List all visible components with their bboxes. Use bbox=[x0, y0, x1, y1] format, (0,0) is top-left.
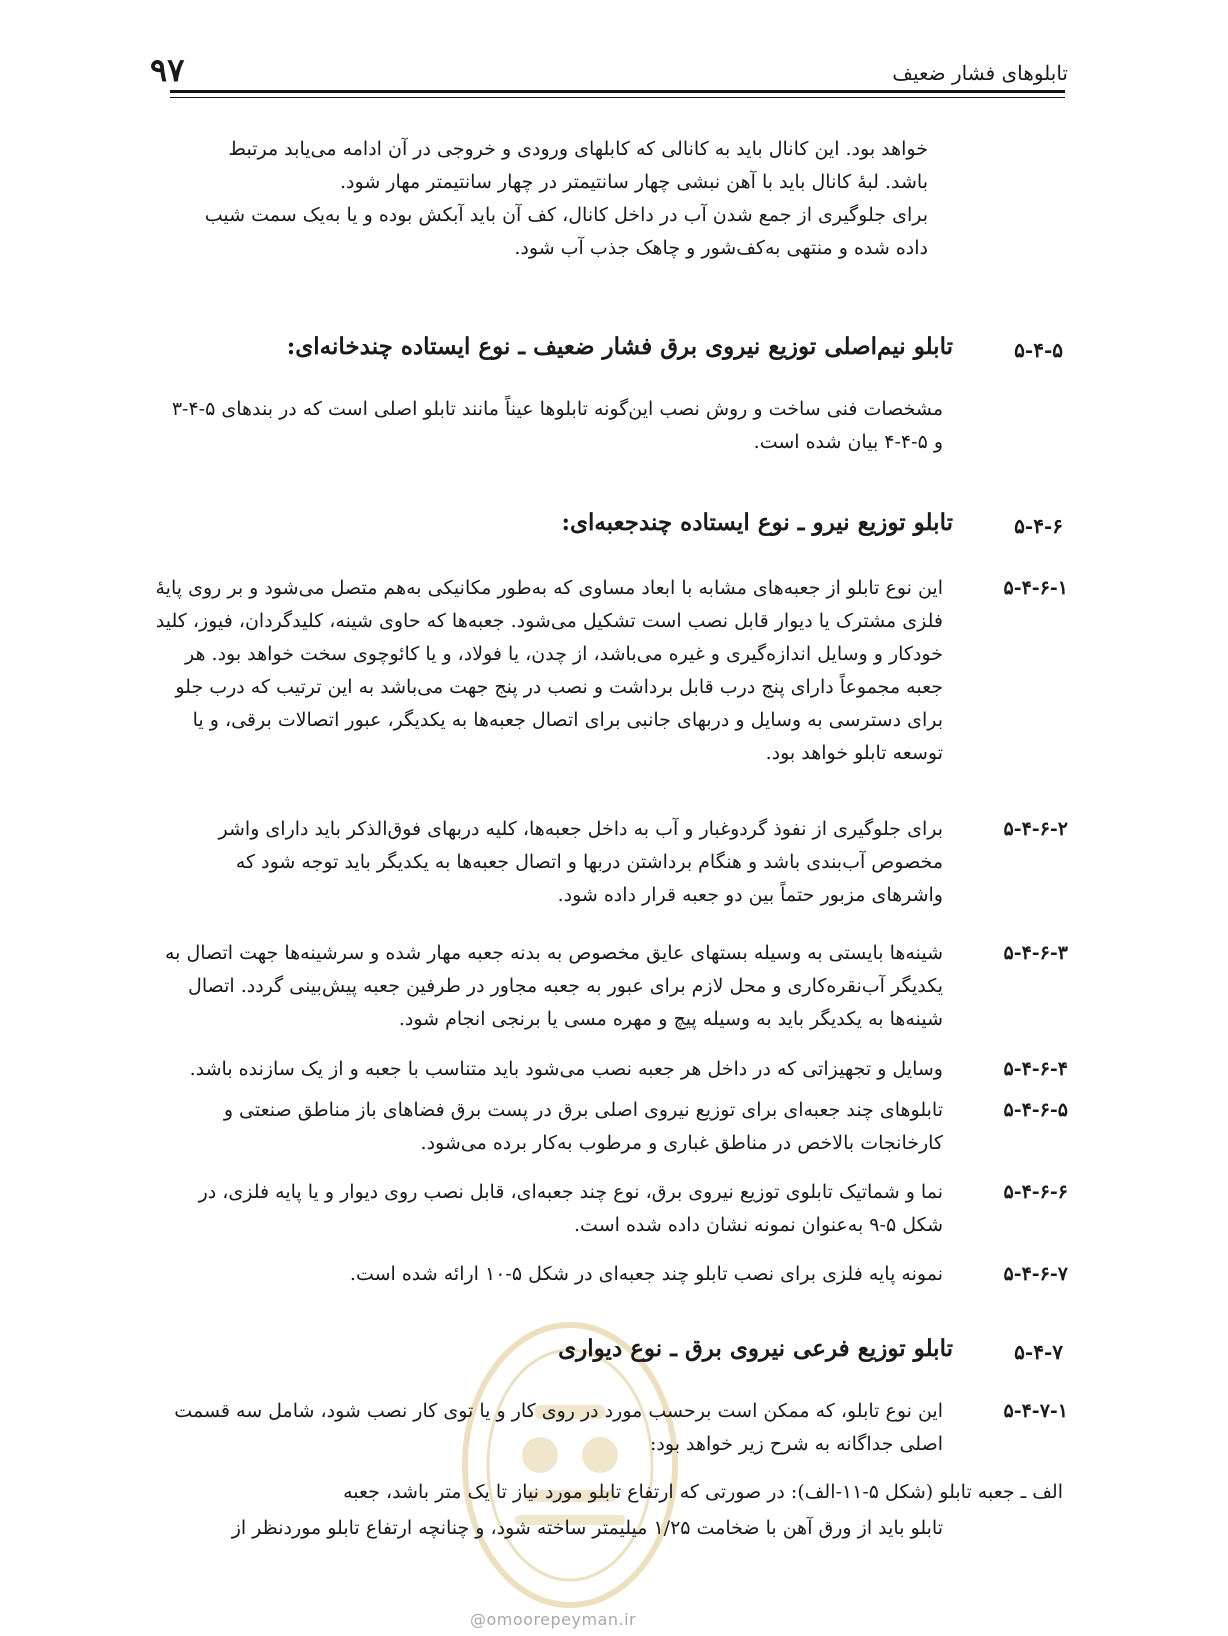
page-number: ۹۷ bbox=[150, 51, 185, 89]
text-line: کارخانجات بالاخص در مناطق غباری و مرطوب به‌کار برده می‌شود. bbox=[420, 1132, 943, 1154]
text-line: این نوع تابلو از جعبه‌های مشابه با ابعاد مساوی که به‌طور مکانیکی به‌هم متصل می‌شود و بر روی پایهٔ bbox=[155, 577, 943, 599]
item-paragraph bbox=[183, 1258, 943, 1291]
section-heading: تابلو توزیع فرعی نیروی برق ـ نوع دیواری bbox=[558, 1335, 953, 1362]
watermark-text: @omoorepeyman.ir bbox=[470, 1610, 637, 1629]
text-line: مشخصات فنی ساخت و روش نصب این‌گونه تابلوها عیناً مانند تابلو اصلی است که در بندهای ۵-۴-۳ bbox=[171, 398, 943, 420]
text-line: جعبه مجموعاً دارای پنج درب قابل برداشت و نصب در پنج جهت می‌باشد به این ترتیب که درب جلو bbox=[175, 676, 943, 698]
item-paragraph bbox=[183, 1176, 943, 1242]
item-number: ۵-۴-۶-۵ bbox=[1003, 1099, 1068, 1121]
section-number: ۵-۴-۶ bbox=[1014, 514, 1063, 538]
text-line: نما و شماتیک تابلوی توزیع نیروی برق، نوع چند جعبه‌ای، قابل نصب روی دیوار و یا پایه فلزی، در bbox=[198, 1181, 943, 1203]
text-line: این نوع تابلو، که ممکن است برحسب مورد در روی کار و یا توی کار نصب شود، شامل سه قسمت bbox=[174, 1400, 943, 1422]
text-line: شینه‌ها بایستی به وسیله بستهای عایق مخصوص به بدنه جعبه مهار شده و سرشینه‌ها جهت اتصال به bbox=[164, 942, 943, 964]
text-line: برای جلوگیری از جمع شدن آب در داخل کانال، کف آن باید آبکش بوده و یا به‌یک سمت شیب bbox=[204, 204, 928, 226]
item-number: ۵-۴-۶-۳ bbox=[1003, 942, 1068, 964]
text-line: برای جلوگیری از نفوذ گردوغبار و آب به داخل جعبه‌ها، کلیه دربهای فوق‌الذکر باید دارای واشر bbox=[218, 818, 943, 840]
text-line: شکل ۵-۹ به‌عنوان نمونه نشان داده شده است. bbox=[574, 1214, 943, 1236]
text-line: فلزی مشترک یا دیوار قابل نصب است تشکیل می‌شود. جعبه‌ها که حاوی شینه، کلیدگردان، فیوز، کلید bbox=[155, 610, 943, 632]
running-title: تابلوهای فشار ضعیف bbox=[892, 61, 1068, 85]
text-line: تابلوهای چند جعبه‌ای برای توزیع نیروی اصلی برق در پست برق فضاهای باز مناطق صنعتی و bbox=[223, 1099, 943, 1121]
text-line: یکدیگر آب‌نقره‌کاری و محل لازم برای عبور به جعبه مجاور در طرفین جعبه پیش‌بینی گردد. اتصال bbox=[188, 975, 943, 997]
item-paragraph bbox=[155, 572, 943, 770]
text-line: نمونه پایه فلزی برای نصب تابلو چند جعبه‌ای در شکل ۵-۱۰ ارائه شده است. bbox=[349, 1263, 943, 1285]
text-line: خودکار و وسایل اندازه‌گیری و غیره می‌باشد، از چدن، یا فولاد، و یا کائوچوی سخت خواهد بود. هر bbox=[185, 643, 943, 665]
section-heading: تابلو نیم‌اصلی توزیع نیروی برق فشار ضعیف ـ نوع ایستاده چندخانه‌ای: bbox=[286, 333, 953, 360]
section-heading: تابلو توزیع نیرو ـ نوع ایستاده چندجعبه‌ای: bbox=[561, 509, 953, 536]
text-line: شینه‌ها به یکدیگر باید به وسیله پیچ و مهره مسی یا برنجی انجام شود. bbox=[398, 1008, 943, 1030]
header-rule-thick bbox=[170, 90, 1065, 93]
text-line: توسعه تابلو خواهد بود. bbox=[765, 742, 943, 764]
continuation-paragraph bbox=[183, 1476, 1063, 1548]
header-rule-thin bbox=[170, 97, 1065, 98]
item-number: ۵-۴-۶-۱ bbox=[1003, 577, 1068, 599]
text-line: برای دسترسی به وسایل و دربهای جانبی برای اتصال جعبه‌ها به یکدیگر، عبور اتصالات برقی، و یا bbox=[192, 709, 943, 731]
item-number: ۵-۴-۶-۴ bbox=[1003, 1058, 1068, 1080]
item-number: ۵-۴-۶-۲ bbox=[1003, 818, 1068, 840]
item-paragraph bbox=[174, 1395, 943, 1461]
item-number: ۵-۴-۶-۷ bbox=[1003, 1263, 1068, 1285]
section-number: ۵-۴-۵ bbox=[1014, 338, 1063, 362]
text-line: مخصوص آب‌بندی باشد و هنگام برداشتن دربها و اتصال جعبه‌ها به یکدیگر باید توجه شود که bbox=[235, 851, 943, 873]
item-paragraph bbox=[164, 937, 943, 1036]
text-line: تابلو باید از ورق آهن با ضخامت ۱/۲۵ میلیمتر ساخته شود، و چنانچه ارتفاع تابلو موردنظر از bbox=[231, 1517, 943, 1539]
text-line: باشد. لبهٔ کانال باید با آهن نبشی چهار سانتیمتر در چهار سانتیمتر مهار شود. bbox=[340, 171, 928, 193]
text-line: واشرهای مزبور حتماً بین دو جعبه قرار داده شود. bbox=[557, 884, 943, 906]
item-paragraph bbox=[183, 813, 943, 912]
item-number: ۵-۴-۶-۶ bbox=[1003, 1181, 1068, 1203]
text-line: اصلی جداگانه به شرح زیر خواهد بود: bbox=[650, 1433, 943, 1455]
item-number: ۵-۴-۷-۱ bbox=[1003, 1400, 1068, 1422]
text-line: وسایل و تجهیزاتی که در داخل هر جعبه نصب می‌شود باید متناسب با جعبه و از یک سازنده باشد. bbox=[189, 1058, 943, 1080]
text-line: الف ـ جعبه تابلو (شکل ۵-۱۱-الف): در صورتی که ارتفاع تابلو مورد نیاز تا یک متر باشد، جعبه bbox=[343, 1481, 1063, 1503]
section-paragraph bbox=[171, 393, 943, 459]
item-paragraph bbox=[183, 1053, 943, 1086]
item-paragraph bbox=[183, 1094, 943, 1160]
section-number: ۵-۴-۷ bbox=[1014, 1340, 1063, 1364]
text-line: و ۵-۴-۴ بیان شده است. bbox=[753, 431, 943, 453]
text-line: داده شده و منتهی به‌کف‌شور و چاهک جذب آب شود. bbox=[514, 237, 928, 259]
text-line: خواهد بود. این کانال باید به کانالی که کابلهای ورودی و خروجی در آن ادامه می‌یابد مرتبط bbox=[228, 138, 928, 160]
intro-paragraph bbox=[198, 133, 928, 265]
